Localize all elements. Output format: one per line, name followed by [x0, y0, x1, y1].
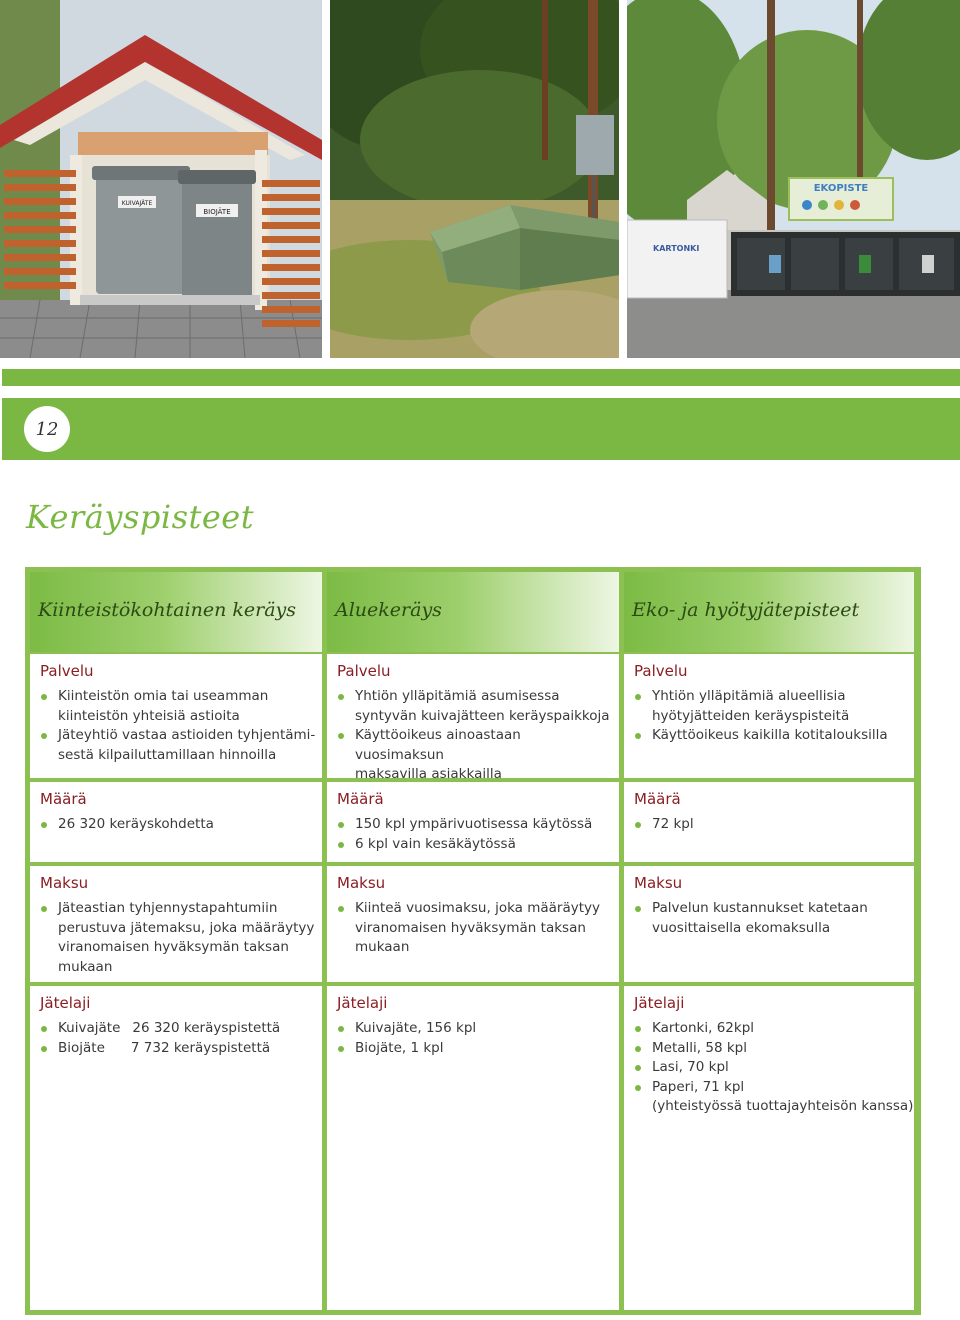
green-band-header [2, 398, 960, 460]
column-eko-ja-hyotyjatepisteet [624, 572, 914, 1310]
list-item: hyötyjätteiden keräyspisteitä [652, 707, 850, 724]
list-item: Yhtiön ylläpitämiä alueellisia [634, 687, 908, 707]
section-label: Maksu [634, 874, 683, 892]
list-item: Kartonki, 62kpl [634, 1019, 908, 1039]
column-heading: Eko- ja hyötyjätepisteet [632, 599, 860, 621]
cell-maara [624, 782, 914, 862]
column-kiinteistokohtainen [30, 572, 322, 1310]
column-header [327, 572, 619, 652]
cell-maara [327, 782, 619, 862]
section-label: Palvelu [634, 662, 688, 680]
section-label: Jätelaji [634, 994, 685, 1012]
section-label: Jätelaji [337, 994, 388, 1012]
cell-jatelaji [327, 986, 619, 1310]
cell-maksu [30, 866, 322, 982]
cell-palvelu [30, 654, 322, 778]
cell-palvelu [327, 654, 619, 782]
waste-type: Biojäte [58, 1039, 105, 1056]
cell-maara [30, 782, 322, 862]
list-item: sestä kilpailuttamillaan hinnoilla [58, 746, 277, 763]
list-item: maksavilla asiakkailla [355, 766, 502, 782]
column-header [624, 572, 914, 652]
section-label: Palvelu [337, 662, 391, 680]
section-label: Jätelaji [40, 994, 91, 1012]
list-item: vuosittaisella ekomaksulla [652, 919, 831, 936]
list-item: Yhtiön ylläpitämiä asumisessa [337, 687, 613, 707]
green-band-thin [2, 369, 960, 386]
list-item: mukaan [58, 958, 113, 975]
list-item: Paperi, 71 kpl [634, 1078, 908, 1098]
list-item: viranomaisen hyväksymän taksan [355, 919, 586, 936]
waste-count: 26 320 keräyspistettä [132, 1020, 281, 1036]
list-item [40, 1019, 316, 1039]
list-item: Lasi, 70 kpl [634, 1058, 908, 1078]
section-label: Määrä [337, 790, 384, 808]
list-item: Kuivajäte, 156 kpl [337, 1019, 613, 1039]
photo-area-container [330, 0, 619, 358]
list-item: Kiinteä vuosimaksu, joka määräytyy [337, 899, 613, 919]
list-item: Käyttöoikeus kaikilla kotitalouksilla [634, 726, 908, 746]
section-label: Maksu [337, 874, 386, 892]
list-item: (yhteistyössä tuottajayhteisön kanssa) [652, 1098, 914, 1114]
photo-bin-shelter [0, 0, 322, 358]
list-item: syntyvän kuivajätteen keräyspaikkoja [355, 707, 610, 724]
list-item: kiinteistön yhteisiä astioita [58, 707, 240, 724]
cell-jatelaji [30, 986, 322, 1310]
cell-palvelu [624, 654, 914, 778]
list-item: viranomaisen hyväksymän taksan [58, 939, 289, 955]
column-heading: Aluekeräys [335, 599, 442, 621]
list-item: Jäteyhtiö vastaa astioiden tyhjentämi- [40, 726, 316, 746]
list-item: 150 kpl ympärivuotisessa käytössä [337, 815, 613, 835]
page-number: 12 [24, 406, 70, 452]
ekopiste-sign-text: EKOPISTE [813, 183, 869, 194]
section-label: Palvelu [40, 662, 94, 680]
column-aluekerays [327, 572, 619, 1310]
section-label: Maksu [40, 874, 89, 892]
list-item: 26 320 keräyskohdetta [40, 815, 316, 835]
list-item: Biojäte, 1 kpl [337, 1039, 613, 1059]
kartonki-label: KARTONKI [653, 244, 700, 253]
list-item: mukaan [355, 939, 410, 955]
list-item: 72 kpl [634, 815, 908, 835]
waste-type: Kuivajäte [58, 1020, 121, 1036]
section-label: Määrä [634, 790, 681, 808]
list-item: Palvelun kustannukset katetaan [634, 899, 908, 919]
list-item: Metalli, 58 kpl [634, 1039, 908, 1059]
list-item [40, 1039, 316, 1059]
waste-count: 7 732 keräyspistettä [130, 1039, 271, 1056]
list-item: perustuva jätemaksu, joka määräytyy [58, 919, 315, 936]
photo-ecopoint [627, 0, 960, 358]
list-item: Jäteastian tyhjennystapahtumiin [40, 899, 316, 919]
list-item: Käyttöoikeus ainoastaan vuosimaksun [337, 726, 613, 765]
cell-maksu [327, 866, 619, 982]
cell-maksu [624, 866, 914, 982]
column-heading: Kiinteistökohtainen keräys [38, 599, 297, 621]
section-label: Määrä [40, 790, 87, 808]
page-title: Keräyspisteet [26, 498, 255, 536]
bin-label-biojate: BIOJÄTE [203, 208, 231, 216]
list-item: Kiinteistön omia tai useamman [40, 687, 316, 707]
bin-label-kuivajate: KUIVAJÄTE [121, 200, 153, 207]
cell-jatelaji [624, 986, 914, 1310]
list-item: 6 kpl vain kesäkäytössä [337, 835, 613, 855]
column-header [30, 572, 322, 652]
